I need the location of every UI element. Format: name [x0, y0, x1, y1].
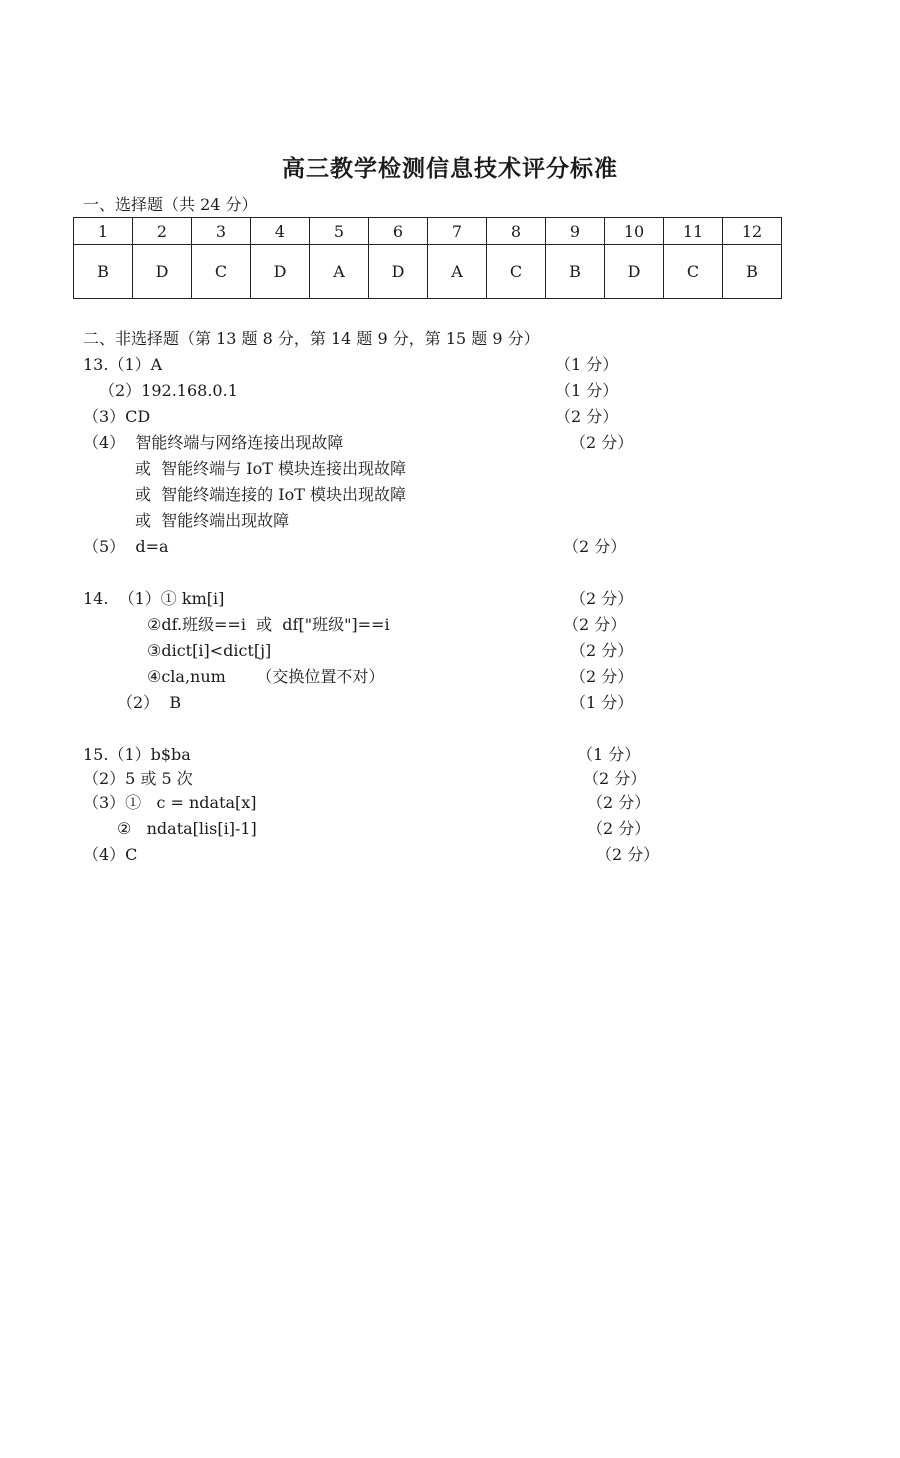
q14-part1-blank3: ③dict[i]<dict[j]	[147, 641, 272, 660]
section1-heading: 一、选择题（共 24 分）	[83, 195, 258, 214]
question-number: 12	[723, 218, 782, 245]
q15-part4: （4）C	[83, 845, 138, 864]
q13-part4-alt2: 或 智能终端连接的 IoT 模块出现故障	[135, 485, 406, 504]
question-number: 1	[74, 218, 133, 245]
q14-part1-score: （2 分）	[570, 589, 634, 608]
q14-part2-score: （1 分）	[570, 693, 634, 712]
answer-cell: A	[310, 245, 369, 299]
question-number: 11	[664, 218, 723, 245]
question-number: 3	[192, 218, 251, 245]
page-title: 高三教学检测信息技术评分标准	[282, 156, 618, 182]
answer-cell: B	[546, 245, 605, 299]
question-number: 6	[369, 218, 428, 245]
q13-part3: （3）CD	[83, 407, 151, 426]
q13-part4: （4） 智能终端与网络连接出现故障	[83, 433, 344, 452]
q14-part2: （2） B	[117, 693, 182, 712]
q14-part1-blank3-score: （2 分）	[570, 641, 634, 660]
question-number: 7	[428, 218, 487, 245]
answer-cell: B	[74, 245, 133, 299]
answer-cell: D	[251, 245, 310, 299]
question-number: 4	[251, 218, 310, 245]
answer-cell: A	[428, 245, 487, 299]
question-number-row	[74, 218, 782, 245]
q14-part1-blank2: ②df.班级==i 或 df["班级"]==i	[147, 615, 390, 634]
q15-part1-score: （1 分）	[577, 745, 641, 764]
answer-cell: B	[723, 245, 782, 299]
answer-cell: D	[369, 245, 428, 299]
q14-part1-blank4: ④cla,num （交换位置不对）	[147, 667, 385, 686]
section2-heading: 二、非选择题（第 13 题 8 分，第 14 题 9 分，第 15 题 9 分）	[83, 329, 540, 348]
answer-cell: D	[605, 245, 664, 299]
q13-part5: （5） d=a	[83, 537, 169, 556]
q13-part1: 13.（1）A	[83, 355, 163, 374]
q13-part4-score: （2 分）	[570, 433, 634, 452]
question-number: 2	[133, 218, 192, 245]
answer-cell: C	[664, 245, 723, 299]
q15-part1: 15.（1）b$ba	[83, 745, 191, 764]
question-number: 9	[546, 218, 605, 245]
q13-part2: （2）192.168.0.1	[99, 381, 238, 400]
answer-table	[73, 217, 782, 299]
q15-part3-blank2-score: （2 分）	[587, 819, 651, 838]
answer-row	[74, 245, 782, 299]
q14-part1-blank4-score: （2 分）	[570, 667, 634, 686]
q15-part3-blank2: ② ndata[lis[i]-1]	[117, 819, 257, 838]
question-number: 8	[487, 218, 546, 245]
q13-part1-score: （1 分）	[555, 355, 619, 374]
q13-part3-score: （2 分）	[555, 407, 619, 426]
answer-cell: C	[192, 245, 251, 299]
q15-part3-score: （2 分）	[587, 793, 651, 812]
q15-part2-score: （2 分）	[583, 769, 647, 788]
q15-part3: （3）① c = ndata[x]	[83, 793, 257, 812]
q15-part2: （2）5 或 5 次	[83, 769, 193, 788]
q15-part4-score: （2 分）	[596, 845, 660, 864]
q14-part1: 14. （1）① km[i]	[83, 589, 225, 608]
answer-cell: D	[133, 245, 192, 299]
q13-part5-score: （2 分）	[563, 537, 627, 556]
q14-part1-blank2-score: （2 分）	[563, 615, 627, 634]
question-number: 10	[605, 218, 664, 245]
q13-part4-alt3: 或 智能终端出现故障	[135, 511, 290, 530]
answer-cell: C	[487, 245, 546, 299]
q13-part4-alt1: 或 智能终端与 IoT 模块连接出现故障	[135, 459, 406, 478]
q13-part2-score: （1 分）	[555, 381, 619, 400]
question-number: 5	[310, 218, 369, 245]
